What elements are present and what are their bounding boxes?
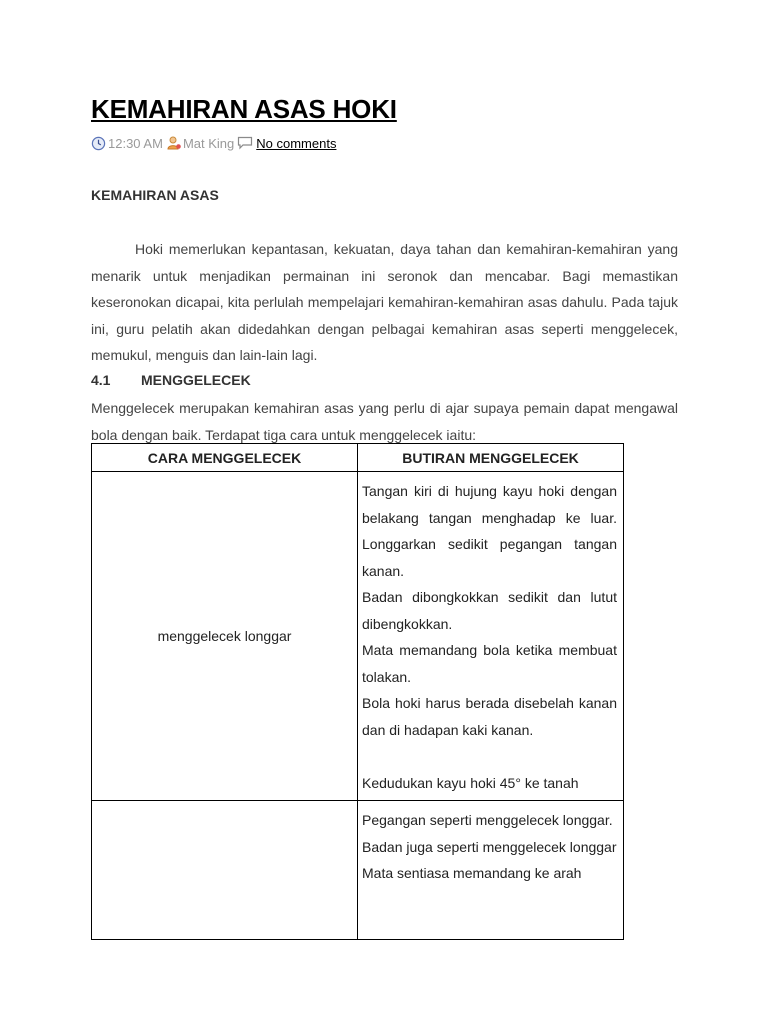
detail-item: Bola hoki harus berada disebelah kanan dan di hadapan kaki kanan. bbox=[362, 695, 617, 738]
table-header-row bbox=[92, 444, 624, 472]
detail-item: Tangan kiri di hujung kayu hoki dengan belakang tangan menghadap ke luar. Longgarkan sedikit pegangan tangan kanan. bbox=[362, 483, 617, 579]
detail-item: Mata memandang bola ketika membuat tolakan. bbox=[362, 642, 617, 685]
table-row bbox=[92, 801, 624, 940]
detail-item: Mata sentiasa memandang ke arah bbox=[362, 865, 582, 881]
detail-item: Badan juga seperti menggelecek longgar bbox=[362, 838, 617, 855]
post-time-label: 12:30 AM bbox=[108, 135, 163, 151]
detail-item: Pegangan seperti menggelecek longgar. bbox=[362, 812, 613, 828]
post-meta bbox=[91, 135, 339, 151]
intro-paragraph: Hoki memerlukan kepantasan, kekuatan, daya tahan dan kemahiran-kemahiran yang menarik untuk menjadikan permainan ini seronok dan mencabar. Bagi memastikan keseronokan dicapai, kita perlulah mempelajari kemahiran-kemahiran asas dahulu. Pada tajuk ini, guru pelatih akan didedahkan dengan pelbagai kemahiran asas seperti menggelecek, memukul, menguis dan lain-lain lagi. bbox=[91, 241, 678, 363]
subsection-title: MENGGELECEK bbox=[141, 372, 251, 388]
clock-icon bbox=[91, 136, 106, 151]
comments-link[interactable]: No comments bbox=[256, 135, 337, 151]
table-cell-details bbox=[358, 472, 624, 801]
table-header-details: BUTIRAN MENGGELECEK bbox=[358, 444, 624, 472]
detail-spacer bbox=[362, 743, 617, 770]
detail-item: Badan dibongkokkan sedikit dan lutut dibengkokkan. bbox=[362, 589, 617, 632]
post-comments[interactable] bbox=[237, 136, 336, 151]
user-icon bbox=[166, 135, 182, 151]
subsection-paragraph: Menggelecek merupakan kemahiran asas yang perlu di ajar supaya pemain dapat mengawal bola dengan baik. Terdapat tiga cara untuk menggelecek iaitu: bbox=[91, 400, 678, 443]
table-header-method: CARA MENGGELECEK bbox=[92, 444, 358, 472]
subsection-number: 4.1 bbox=[91, 372, 111, 388]
comment-icon bbox=[237, 136, 253, 150]
table-cell-method: menggelecek longgar bbox=[92, 472, 358, 801]
table-row bbox=[92, 472, 624, 801]
table-cell-details bbox=[358, 801, 624, 940]
subsection-heading bbox=[91, 372, 251, 388]
post-author-label: Mat King bbox=[182, 135, 235, 151]
post-author[interactable] bbox=[166, 135, 234, 151]
post-title[interactable]: KEMAHIRAN ASAS HOKI bbox=[91, 94, 397, 124]
post-time bbox=[91, 136, 163, 151]
table-cell-method bbox=[92, 801, 358, 940]
section-heading: KEMAHIRAN ASAS bbox=[91, 187, 219, 203]
dribbling-table bbox=[91, 443, 624, 940]
detail-item: Kedudukan kayu hoki 45° ke tanah bbox=[362, 774, 579, 791]
